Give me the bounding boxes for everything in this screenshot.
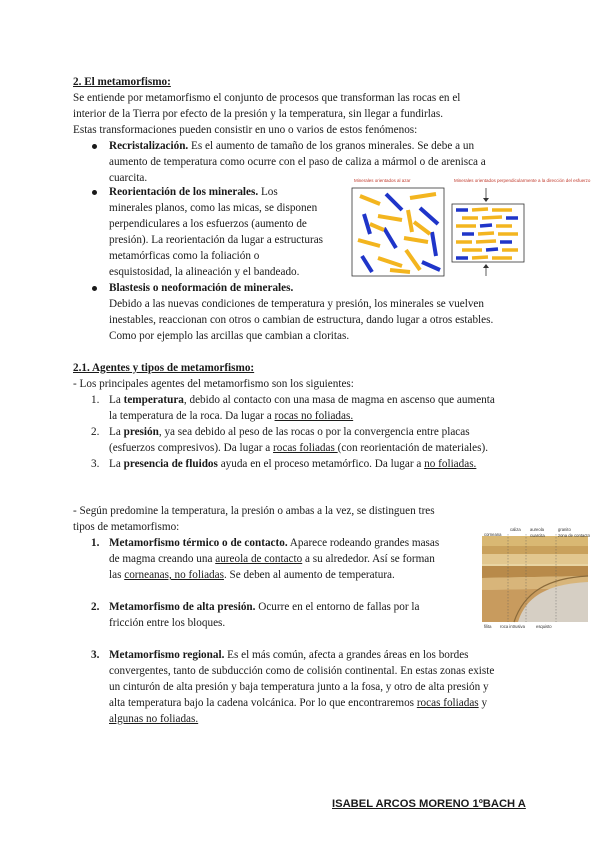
list-number: 1.: [91, 537, 100, 549]
figure-caption-oriented: Minerales orientados perpendicularmente a la dirección del esfuerzo: [454, 178, 591, 183]
arrow-down-icon: [483, 198, 489, 202]
mineral-grain: [472, 257, 488, 258]
agent-fluidos: La presencia de fluidos ayuda en el proceso metamórfico. Da lugar a no foliadas.: [109, 458, 477, 470]
mineral-grain: [476, 241, 496, 242]
intro-line: interior de la Tierra por efecto de la presión y la temperatura, sin llegar a fundirlas.: [73, 108, 443, 120]
type-regional: Metamorfismo regional. Es el más común, afecta a grandes áreas en los bordes: [109, 649, 469, 661]
subsection-heading: 2.1. Agentes y tipos de metamorfismo:: [73, 362, 255, 374]
figure-label: cuarcita: [530, 533, 545, 538]
bullet-text: presión). La reorientación da lugar a estructuras: [109, 234, 324, 246]
type-text: fricción entre los bloques.: [109, 617, 226, 629]
mineral-grain: [486, 249, 498, 250]
type-text: alta temperatura bajo la cadena volcánica. Por lo que encontraremos rocas foliadas y: [109, 697, 488, 709]
bullet-text: Debido a las nuevas condiciones de temperatura y presión, los minerales se vuelven: [109, 298, 484, 310]
type-text: convergentes, tanto de subducción como de colisión continental. En estas zonas existe: [109, 665, 495, 677]
figure-label: filita: [484, 624, 492, 629]
agent-temperatura: La temperatura, debido al contacto con una masa de magma en ascenso que aumenta: [109, 394, 495, 406]
mineral-grain: [480, 225, 492, 226]
mineral-grain: [478, 233, 494, 234]
agents-intro: - Los principales agentes del metamorfismo son los siguientes:: [73, 378, 354, 390]
list-number: 3.: [91, 458, 100, 470]
footer-author: ISABEL ARCOS MORENO 1ºBACH A: [332, 798, 526, 810]
contact-diagram: [478, 526, 590, 634]
bullet-text: inestables, reaccionan con otros o cambian de estructura, dando lugar a otros estables.: [109, 314, 494, 326]
type-text: las corneanas, no foliadas. Se deben al aumento de temperatura.: [109, 569, 395, 581]
bullet-text: perpendiculares a los esfuerzos (aumento de: [109, 218, 307, 230]
bullet-text: cuarcita.: [109, 172, 148, 184]
type-alta-presion: Metamorfismo de alta presión. Ocurre en el entorno de fallas por la: [109, 601, 420, 613]
bullet-text: esquistosidad, la alineación y el bandeado.: [109, 266, 300, 278]
bullet-dot: [92, 286, 97, 291]
figure-label: aureola: [530, 527, 544, 532]
mineral-orientation-figure: [350, 178, 591, 278]
figure-label: roca intrusiva: [500, 624, 525, 629]
bullet-text: minerales planos, como las micas, se disponen: [109, 202, 318, 214]
bullet-text: metamórficas como la foliación o: [109, 250, 260, 262]
types-intro: - Según predomine la temperatura, la presión o ambas a la vez, se distinguen tres: [73, 505, 435, 517]
bullet-text: aumento de temperatura como ocurre con el paso de caliza a mármol o de arenisca a: [109, 156, 486, 168]
figure-label: zona de contacto: [558, 533, 590, 538]
list-number: 2.: [91, 426, 100, 438]
types-intro: tipos de metamorfismo:: [73, 521, 180, 533]
figure-label: esquisto: [536, 624, 552, 629]
bullet-dot: [92, 190, 97, 195]
bullet-recristalizacion: Recristalización. Es el aumento de tamaño de los granos minerales. Se debe a un: [109, 140, 475, 152]
list-number: 3.: [91, 649, 100, 661]
type-text: un cinturón de alta presión y baja temperatura junto a la fosa, y otro de alta presión y: [109, 681, 489, 693]
agent-text: (esfuerzos compresivos). Da lugar a rocas foliadas (con reorientación de materiales).: [109, 442, 488, 454]
mineral-grain: [472, 209, 488, 210]
agent-text: la temperatura de la roca. Da lugar a rocas no foliadas.: [109, 410, 354, 422]
section-heading: 2. El metamorfismo:: [73, 76, 171, 88]
type-contacto: Metamorfismo térmico o de contacto. Aparece rodeando grandes masas: [109, 537, 440, 549]
list-number: 1.: [91, 394, 100, 406]
type-text: algunas no foliadas.: [109, 713, 199, 725]
intro-line: Se entiende por metamorfismo el conjunto de procesos que transforman las rocas en el: [73, 92, 461, 104]
figure-caption-random: Minerales orientados al azar: [354, 178, 411, 183]
list-number: 2.: [91, 601, 100, 613]
intro-line: Estas transformaciones pueden consistir en uno o varios de estos fenómenos:: [73, 124, 418, 136]
bullet-blastesis: Blastesis o neoformación de minerales.: [109, 282, 294, 294]
mineral-diagram: [350, 186, 526, 278]
type-text: de magma creando una aureola de contacto a su alrededor. Así se forman: [109, 553, 435, 565]
figure-label: caliza: [510, 527, 521, 532]
agent-presion: La presión, ya sea debido al peso de las rocas o por la convergencia entre placas: [109, 426, 470, 438]
mineral-grain: [390, 270, 410, 272]
mineral-grain: [482, 217, 502, 218]
arrow-up-icon: [483, 264, 489, 268]
bullet-reorientacion: Reorientación de los minerales. Los: [109, 186, 278, 198]
figure-label: granito: [558, 527, 571, 532]
figure-label: corneana: [484, 532, 502, 537]
contact-metamorphism-figure: [478, 526, 590, 634]
bullet-dot: [92, 144, 97, 149]
bullet-text: Como por ejemplo las arcillas que cambian a cloritas.: [109, 330, 350, 342]
